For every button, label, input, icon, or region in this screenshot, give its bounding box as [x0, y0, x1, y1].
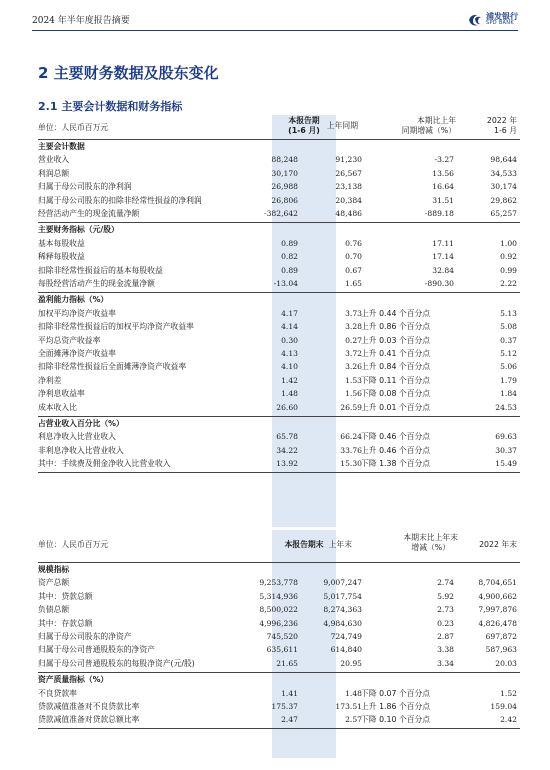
cell-2022: 29,862	[490, 195, 517, 205]
cell-prior: 66.24	[340, 432, 362, 442]
cell-change: 上升 0.84 个百分点	[361, 362, 431, 372]
col-2022-line2: 1-6 月	[493, 126, 517, 135]
report-title: 2024 年半年度报告摘要	[32, 16, 130, 26]
cell-change: 下降 0.08 个百分点	[361, 389, 431, 399]
cell-prior: 2.57	[345, 715, 362, 725]
cell-prior: 23,138	[335, 182, 362, 192]
cell-2022: 5.12	[500, 349, 517, 358]
cell-current: 175.37	[271, 702, 298, 711]
cell-prior: 0.70	[345, 252, 362, 262]
cell-2022: 2.22	[500, 279, 517, 288]
col-prior-period-header: 上年同期	[326, 121, 358, 130]
cell-change: 上升 0.46 个百分点	[361, 445, 431, 455]
cell-current: -13.04	[273, 279, 298, 288]
section-heading-row	[38, 293, 520, 306]
row-label: 非利息净收入比营业收入	[38, 445, 124, 455]
cell-current: 1.42	[281, 375, 298, 385]
table-row	[38, 277, 520, 290]
row-label: 归属于母公司股东的净资产	[38, 632, 132, 641]
cell-prior: 4,984,630	[323, 618, 362, 628]
cell-current: 1.41	[281, 688, 298, 698]
table-row	[38, 617, 520, 630]
cell-change: 0.23	[437, 618, 454, 628]
row-label: 成本收入比	[38, 402, 77, 412]
cell-change: 上升 0.44 个百分点	[361, 308, 431, 318]
cell-2022: 7,997,876	[478, 605, 517, 615]
cell-current: 4.13	[281, 349, 298, 358]
table-row	[38, 590, 520, 603]
col-period-end-header: 本报告期末	[284, 540, 324, 549]
cell-current: 0.82	[281, 252, 298, 262]
cell-change: 下降 0.10 个百分点	[361, 715, 431, 725]
cell-2022: 4,900,662	[478, 591, 517, 601]
cell-change: 32.84	[432, 265, 454, 275]
cell-current: 26.60	[276, 402, 298, 412]
col-2022-line1: 2022 年	[486, 116, 517, 125]
cell-prior: 9,007,247	[323, 578, 362, 588]
cell-2022: 1.79	[500, 375, 517, 385]
cell-current: 65.78	[276, 432, 298, 442]
row-label: 加权平均净资产收益率	[38, 308, 116, 318]
cell-change: 上升 1.86 个百分点	[361, 702, 431, 711]
cell-current: 4.14	[281, 322, 298, 332]
cell-2022: 15.49	[495, 459, 517, 469]
cell-prior: 5,017,754	[323, 591, 362, 601]
cell-2022: 65,257	[490, 209, 517, 218]
section-heading-row	[38, 673, 520, 686]
table-row	[38, 700, 520, 713]
row-label: 营业收入	[38, 155, 70, 165]
cell-2022: 0.92	[500, 252, 517, 262]
section-heading-row	[38, 140, 520, 153]
row-label: 其中：存款总额	[38, 618, 93, 628]
cell-current: 13.92	[276, 459, 298, 469]
cell-change: 上升 0.03 个百分点	[361, 335, 431, 345]
row-label: 稀释每股收益	[38, 252, 85, 262]
col-2022-header	[487, 116, 517, 136]
cell-prior: 8,274,363	[323, 605, 362, 615]
table-row	[38, 444, 520, 457]
cell-current: 2.47	[281, 715, 298, 725]
table-row	[38, 643, 520, 656]
table-bottom-rule	[38, 728, 520, 729]
table-row	[38, 194, 520, 207]
table-row	[38, 307, 520, 320]
cell-change: 下降 0.46 个百分点	[361, 432, 431, 442]
row-label: 其中：手续费及佣金净收入比营业收入	[38, 459, 171, 469]
cell-change: 5.92	[437, 591, 454, 601]
cell-current: 30,170	[271, 168, 298, 178]
table-row	[38, 264, 520, 277]
cell-current: 21.65	[276, 658, 298, 668]
row-label: 其中：贷款总额	[38, 591, 93, 601]
table-row	[38, 687, 520, 700]
col-2022-end-header: 2022 年末	[479, 540, 517, 549]
row-label: 平均总资产收益率	[38, 335, 101, 345]
cell-change: 13.56	[432, 168, 454, 178]
cell-change: 下降 1.38 个百分点	[361, 459, 431, 469]
table-row	[38, 657, 520, 670]
cell-prior: 0.27	[345, 335, 362, 345]
col-change2-line1: 本期末比上年末	[403, 533, 458, 542]
row-label: 利息净收入比营业收入	[38, 432, 116, 442]
table-row	[38, 167, 520, 180]
table-row	[38, 250, 520, 263]
cell-change: -889.18	[424, 209, 454, 218]
cell-change: 2.74	[437, 578, 454, 588]
cell-prior: 0.67	[345, 265, 362, 275]
cell-2022: 34,533	[490, 168, 517, 178]
cell-current: 0.30	[281, 335, 298, 345]
section-heading-row	[38, 563, 520, 576]
col-prior-year-end-header: 上年末	[328, 540, 352, 549]
col-current-line2: (1-6 月)	[288, 126, 320, 135]
row-label: 资产总额	[38, 578, 70, 588]
cell-change: 上升 0.41 个百分点	[361, 349, 431, 358]
cell-prior: 20.95	[340, 658, 362, 668]
cell-change: 2.73	[437, 605, 454, 615]
cell-change: -3.27	[434, 155, 454, 165]
row-label: 归属于母公司股东的扣除非经常性损益的净利润	[38, 195, 202, 205]
cell-current: 635,611	[266, 645, 298, 655]
brand-logo	[467, 12, 518, 28]
brand-name-cn: 浦发银行	[486, 12, 518, 21]
table-row	[38, 387, 520, 400]
section-heading: 规模指标	[38, 565, 70, 574]
cell-2022: 98,644	[490, 155, 517, 165]
table-row	[38, 334, 520, 347]
row-label: 利润总额	[38, 168, 70, 178]
cell-change: 上升 0.01 个百分点	[361, 402, 431, 412]
cell-change: 17.11	[432, 238, 454, 248]
cell-2022: 4,826,478	[478, 618, 517, 628]
cell-change: 下降 0.07 个百分点	[361, 688, 431, 698]
cell-current: 1.48	[281, 389, 298, 399]
cell-2022: 69.63	[495, 432, 517, 442]
cell-2022: 587,963	[485, 645, 517, 655]
unit-label: 单位：人民币百万元	[38, 123, 109, 132]
cell-current: 745,520	[266, 632, 298, 641]
section-heading-row	[38, 417, 520, 430]
cell-prior: 1.56	[345, 389, 362, 399]
section-title: 2 主要财务数据及股东变化	[38, 64, 219, 82]
table-row	[38, 713, 520, 726]
row-label: 负债总额	[38, 605, 70, 615]
table-row	[38, 401, 520, 414]
col-change2-line2: 增减（%）	[411, 543, 451, 552]
row-label: 归属于母公司股东的净利润	[38, 182, 132, 192]
cell-prior: 3.28	[345, 322, 362, 332]
cell-2022: 30,174	[490, 182, 517, 192]
section-heading: 占营业收入百分比（%）	[38, 419, 124, 428]
cell-2022: 1.84	[500, 389, 517, 399]
table-row	[38, 180, 520, 193]
cell-change: 31.51	[432, 195, 454, 205]
cell-current: 8,500,022	[259, 605, 298, 615]
cell-change: 2.87	[437, 632, 454, 641]
page-header	[32, 9, 518, 31]
table-row	[38, 430, 520, 443]
cell-current: 0.89	[281, 238, 298, 248]
cell-prior: 91,230	[335, 155, 362, 165]
cell-current: 0.89	[281, 265, 298, 275]
table-row	[38, 360, 520, 373]
table-row	[38, 237, 520, 250]
table-row	[38, 153, 520, 166]
cell-current: -382,642	[264, 209, 298, 218]
cell-prior: 3.26	[345, 362, 362, 372]
row-label: 归属于母公司普通股股东的净资产	[38, 645, 155, 655]
cell-change: 下降 0.11 个百分点	[361, 375, 431, 385]
cell-2022: 2.42	[500, 715, 517, 725]
cell-current: 4,996,236	[259, 618, 298, 628]
col-current-line1: 本报告期	[288, 116, 320, 125]
cell-2022: 1.52	[500, 688, 517, 698]
cell-prior: 1.48	[345, 688, 362, 698]
cell-current: 26,988	[271, 182, 298, 192]
balance-sheet-table	[38, 530, 520, 758]
table-row	[38, 457, 520, 470]
cell-2022: 30.37	[495, 445, 517, 455]
row-label: 扣除非经常性损益后的基本每股收益	[38, 265, 163, 275]
cell-current: 34.22	[276, 445, 298, 455]
cell-current: 9,253,778	[259, 578, 298, 588]
row-label: 经营活动产生的现金流量净额	[38, 209, 140, 218]
col-change-header	[402, 116, 456, 136]
cell-prior: 1.65	[345, 279, 362, 288]
row-label: 扣除非经常性损益后全面摊薄净资产收益率	[38, 362, 187, 372]
row-label: 净利差	[38, 375, 62, 385]
section-heading: 盈利能力指标（%）	[38, 295, 109, 305]
col-change-line1: 本期比上年	[417, 116, 456, 125]
cell-prior: 20,384	[335, 195, 362, 205]
section-heading: 主要会计数据	[38, 142, 85, 151]
cell-prior: 3.72	[345, 349, 362, 358]
financial-data-table	[38, 115, 520, 527]
row-label: 每股经营活动产生的现金流量净额	[38, 279, 155, 288]
table-bottom-rule	[38, 472, 520, 473]
table-row	[38, 630, 520, 643]
cell-prior: 26,567	[335, 168, 362, 178]
cell-2022: 20.03	[495, 658, 517, 668]
cell-current: 4.17	[281, 308, 298, 318]
cell-2022: 8,704,651	[478, 578, 517, 588]
cell-current: 26,806	[271, 195, 298, 205]
row-label: 扣除非经常性损益后的加权平均净资产收益率	[38, 322, 194, 332]
cell-prior: 3.73	[345, 308, 362, 318]
cell-prior: 173.51	[335, 702, 362, 711]
cell-prior: 48,486	[335, 209, 362, 218]
section-heading-row	[38, 223, 520, 236]
row-label: 净利息收益率	[38, 389, 85, 399]
row-label: 贷款减值准备对不良贷款比率	[38, 702, 140, 711]
table-row	[38, 347, 520, 360]
cell-prior: 724,749	[330, 632, 362, 641]
cell-change: 3.34	[437, 658, 454, 668]
cell-current: 5,314,936	[259, 591, 298, 601]
col-change-line2: 同期增减（%）	[401, 126, 456, 135]
table-row	[38, 207, 520, 220]
cell-2022: 5.13	[500, 308, 517, 318]
cell-prior: 15.30	[340, 459, 362, 469]
spd-bank-logo-icon	[467, 12, 483, 28]
cell-change: 3.38	[437, 645, 454, 655]
cell-2022: 0.99	[500, 265, 517, 275]
cell-2022: 5.08	[500, 322, 517, 332]
cell-2022: 5.06	[500, 362, 517, 372]
row-label: 基本每股收益	[38, 238, 85, 248]
cell-change: 16.64	[432, 182, 454, 192]
row-label: 全面摊薄净资产收益率	[38, 349, 116, 358]
unit-label-2: 单位：人民币百万元	[38, 540, 109, 549]
row-label: 贷款减值准备对贷款总额比率	[38, 715, 140, 725]
cell-change: 上升 0.86 个百分点	[361, 322, 431, 332]
table-row	[38, 374, 520, 387]
cell-prior: 614,840	[330, 645, 362, 655]
cell-change: 17.14	[432, 252, 454, 262]
cell-2022: 159.04	[490, 702, 517, 711]
cell-2022: 1.00	[500, 238, 517, 248]
brand-name-en: SPD BANK	[486, 20, 514, 26]
cell-prior: 1.53	[345, 375, 362, 385]
section-heading: 资产质量指标（%）	[38, 675, 109, 685]
table-row	[38, 320, 520, 333]
subsection-title: 2.1 主要会计数据和财务指标	[38, 100, 183, 113]
row-label: 归属于母公司普通股股东的每股净资产(元/股)	[38, 658, 195, 668]
col-change-header-2	[403, 533, 458, 553]
cell-change: -890.30	[424, 279, 454, 288]
cell-2022: 0.37	[500, 335, 517, 345]
cell-2022: 24.53	[495, 402, 517, 412]
cell-current: 4.10	[281, 362, 298, 372]
row-label: 不良贷款率	[38, 688, 77, 698]
cell-current: 88,248	[271, 155, 298, 165]
cell-prior: 26.59	[340, 402, 362, 412]
table-row	[38, 576, 520, 589]
table-row	[38, 603, 520, 616]
cell-2022: 697,872	[485, 632, 517, 641]
section-heading: 主要财务指标（元/股）	[38, 225, 119, 235]
cell-prior: 0.76	[345, 238, 362, 248]
cell-prior: 33.76	[340, 445, 362, 455]
